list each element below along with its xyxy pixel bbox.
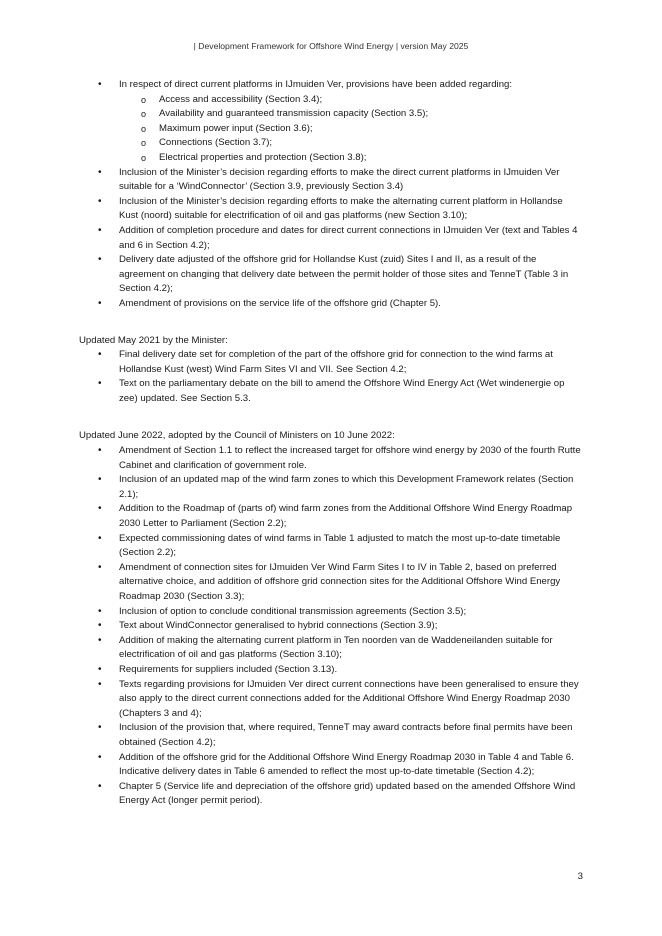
list-item: • Delivery date adjusted of the offshore grid for Hollandse Kust (zuid) Sites I and II, as a result of the agreement on changing that delivery date between the permit holder of those sites and TenneT (Table 3 in Section 4.2); <box>98 254 569 295</box>
bullet-icon: • <box>98 532 102 544</box>
list-item: • Inclusion of the Minister’s decision regarding efforts to make the direct current platforms in IJmuiden Ver suitable for a ‘WindConnector’ (Section 3.9, previously Section 3.4) <box>98 166 560 193</box>
bullet-icon: • <box>98 445 102 457</box>
sub-list-item: o Electrical properties and protection (Section 3.8); <box>119 151 584 166</box>
sub-list-item: o Maximum power input (Section 3.6); <box>119 122 584 137</box>
bullet-icon: • <box>98 678 102 690</box>
bullet-icon: • <box>98 503 102 515</box>
bullet-icon: • <box>98 620 102 632</box>
sub-list-item: o Access and accessibility (Section 3.4); <box>119 93 584 108</box>
list-item: • Addition of completion procedure and dates for direct current connections in IJmuiden Ver (text and Tables 4 and 6 in Section 4.2); <box>98 224 578 251</box>
list-item: • Inclusion of the provision that, where required, TenneT may award contracts before final permits have been obtained (Section 4.2); <box>98 722 573 748</box>
list-item: • Addition to the Roadmap of (parts of) wind farm zones from the Additional Offshore Wind Energy Roadmap 2030 Letter to Parliament (Section 2.2); <box>98 503 573 530</box>
bullet-icon: • <box>98 605 102 617</box>
list-item: • Inclusion of option to conclude conditional transmission agreements (Section 3.5); <box>79 605 584 620</box>
bullet-icon: • <box>98 349 102 361</box>
page-number: 3 <box>577 871 583 882</box>
list-item: • Amendment of connection sites for IJmuiden Ver Wind Farm Sites I to IV in Table 2, based on preferred alternative choice, and addition of offshore grid connection sites for the Additional Offshore Wind Energy Roadmap 2030 (Section 3.3); <box>98 561 561 602</box>
running-header: | Development Framework for Offshore Wind Energy | version May 2025 <box>193 41 469 51</box>
bullet-icon: • <box>98 561 102 573</box>
sub-list-item: o Connections (Section 3.7); <box>119 136 584 151</box>
list-item: • Text on the parliamentary debate on the bill to amend the Offshore Wind Energy Act (Wet windenergie op zee) updated. See Section 5.3. <box>98 378 565 404</box>
circle-bullet-icon: o <box>141 94 147 105</box>
bullet-icon: • <box>98 195 102 207</box>
list-item: • Chapter 5 (Service life and depreciation of the offshore grid) updated based on the amended Offshore Wind Energy Act (longer permit period). <box>98 780 576 807</box>
bullet-icon: • <box>98 780 102 792</box>
circle-bullet-icon: o <box>141 123 147 134</box>
list-item: • Inclusion of an updated map of the wind farm zones to which this Development Framework relates (Section 2.1); <box>98 474 574 500</box>
circle-bullet-icon: o <box>141 152 147 163</box>
bullet-icon: • <box>98 751 102 763</box>
list-item: • Inclusion of the Minister’s decision regarding efforts to make the alternating current platform in Hollandse Kust (noord) suitable for electrification of oil and gas platforms (new Section 3.10); <box>98 195 563 222</box>
list-item <box>79 78 584 166</box>
bullet-icon: • <box>98 474 102 486</box>
list-item: • Addition of making the alternating current platform in Ten noorden van de Waddeneilanden suitable for electrification of oil and gas platforms (Section 3.10); <box>98 634 553 661</box>
sub-list-item: o Availability and guaranteed transmission capacity (Section 3.5); <box>119 107 584 122</box>
bullet-icon: • <box>98 297 102 309</box>
bullet-icon: • <box>98 634 102 646</box>
list-item: • Amendment of Section 1.1 to reflect the increased target for offshore wind energy by 2030 of the fourth Rutte Cabinet and clarification of government role. <box>98 445 581 471</box>
document-body <box>79 78 584 809</box>
bullet-icon: • <box>98 722 102 734</box>
list-item: • Texts regarding provisions for IJmuiden Ver direct current connections have been generalised to ensure they also apply to the direct current connections added for the Additional Offshore Wind Energy Roadmap 2030 (Chapters 3 and 4); <box>98 678 579 719</box>
changes-list-may-2021 <box>79 348 584 406</box>
bullet-icon: • <box>98 224 102 236</box>
list-item: • Final delivery date set for completion of the part of the offshore grid for connection to the wind farms at Hollandse Kust (west) Wind Farm Sites VI and VII. See Section 4.2; <box>98 349 553 375</box>
sub-list <box>119 93 584 166</box>
bullet-icon: • <box>98 166 102 178</box>
bullet-icon: • <box>98 254 102 266</box>
bullet-icon: • <box>98 378 102 390</box>
changes-list-june-2022 <box>79 444 584 809</box>
update-intro-may-2021: Updated May 2021 by the Minister: <box>79 334 228 346</box>
list-item: • Expected commissioning dates of wind farms in Table 1 adjusted to match the most up-to-date timetable (Section 2.2); <box>98 532 561 559</box>
list-item: • Text about WindConnector generalised to hybrid connections (Section 3.9); <box>79 619 584 634</box>
list-item: • Addition of the offshore grid for the Additional Offshore Wind Energy Roadmap 2030 in Table 4 and Table 6. Indicative delivery dates in Table 6 amended to reflect the most up-to-date timetable (Section 4.2); <box>98 751 574 778</box>
circle-bullet-icon: o <box>141 138 147 149</box>
update-intro-june-2022: Updated June 2022, adopted by the Council of Ministers on 10 June 2022: <box>79 430 395 442</box>
bullet-icon: • <box>98 79 102 90</box>
list-item-text: In respect of direct current platforms in IJmuiden Ver, provisions have been added regarding: <box>119 79 513 90</box>
list-item: • Amendment of provisions on the service life of the offshore grid (Chapter 5). <box>79 297 584 312</box>
changes-list-2020 <box>79 78 584 312</box>
circle-bullet-icon: o <box>141 109 147 120</box>
bullet-icon: • <box>98 663 102 675</box>
list-item: • Requirements for suppliers included (Section 3.13). <box>79 663 584 678</box>
